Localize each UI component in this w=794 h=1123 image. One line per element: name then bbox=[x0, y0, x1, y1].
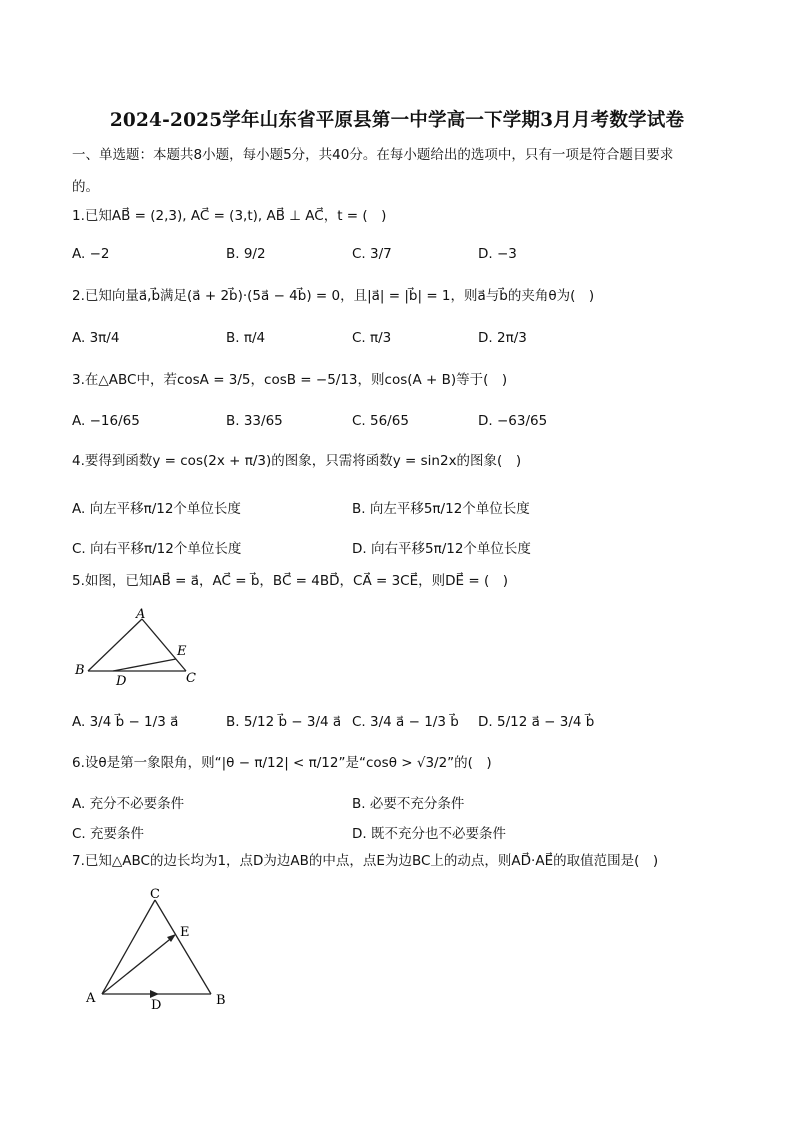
q1-option-d: D. −3 bbox=[478, 246, 517, 262]
q5-option-c: C. 3/4 a⃗ − 1/3 b⃗ bbox=[352, 714, 459, 730]
label-b: B bbox=[216, 993, 226, 1008]
q5-option-d: D. 5/12 a⃗ − 3/4 b⃗ bbox=[478, 714, 595, 730]
q3-option-d: D. −63/65 bbox=[478, 413, 548, 429]
q2-option-d: D. 2π/3 bbox=[478, 330, 527, 346]
q4-option-c: C. 向右平移π/12个单位长度 bbox=[72, 541, 242, 557]
q5-option-b: B. 5/12 b⃗ − 3/4 a⃗ bbox=[226, 714, 342, 730]
label-b: B bbox=[75, 663, 85, 678]
q1-option-b: B. 9/2 bbox=[226, 246, 266, 262]
vector-ae bbox=[102, 936, 174, 994]
segment-de bbox=[113, 659, 176, 671]
q6-option-b: B. 必要不充分条件 bbox=[352, 796, 465, 812]
label-a: A bbox=[136, 607, 146, 622]
q6-option-d: D. 既不充分也不必要条件 bbox=[352, 826, 506, 842]
q4-option-b: B. 向左平移5π/12个单位长度 bbox=[352, 501, 530, 517]
side-cb bbox=[155, 900, 211, 994]
q5-option-a: A. 3/4 b⃗ − 1/3 a⃗ bbox=[72, 714, 179, 730]
q2-option-a: A. 3π/4 bbox=[72, 330, 120, 346]
q6-option-a: A. 充分不必要条件 bbox=[72, 796, 185, 812]
q6-option-c: C. 充要条件 bbox=[72, 826, 145, 842]
section-heading-line2: 的。 bbox=[72, 179, 99, 195]
question-7-stem: 7.已知△ABC的边长均为1，点D为边AB的中点，点E为边BC上的动点，则AD⃗·AE⃗的取值范围是( ) bbox=[72, 853, 659, 869]
question-6-stem: 6.设θ是第一象限角，则“|θ − π/12| < π/12”是“cosθ > √3/2”的( ) bbox=[72, 755, 492, 771]
q3-option-a: A. −16/65 bbox=[72, 413, 140, 429]
q3-option-b: B. 33/65 bbox=[226, 413, 283, 429]
label-e: E bbox=[177, 644, 187, 659]
section-heading-line1: 一、单选题：本题共8小题，每小题5分，共40分。在每小题给出的选项中，只有一项是符合题目要求 bbox=[72, 147, 674, 163]
triangle-figure-q5 bbox=[68, 602, 208, 692]
side-ca bbox=[102, 900, 155, 994]
triangle-figure-q7 bbox=[80, 880, 240, 1015]
question-2-stem: 2.已知向量a⃗,b⃗满足(a⃗ + 2b⃗)·(5a⃗ − 4b⃗) = 0，且|a⃗| = |b⃗| = 1，则a⃗与b⃗的夹角θ为( ) bbox=[72, 288, 595, 304]
q4-option-a: A. 向左平移π/12个单位长度 bbox=[72, 501, 241, 517]
label-e: E bbox=[180, 925, 190, 940]
q1-option-c: C. 3/7 bbox=[352, 246, 392, 262]
label-d: D bbox=[151, 998, 162, 1013]
label-c: C bbox=[150, 887, 160, 902]
side-ab bbox=[88, 619, 142, 671]
label-d: D bbox=[116, 674, 127, 689]
page-title: 2024-2025学年山东省平原县第一中学高一下学期3月月考数学试卷 bbox=[109, 110, 685, 131]
q1-option-a: A. −2 bbox=[72, 246, 110, 262]
q3-option-c: C. 56/65 bbox=[352, 413, 409, 429]
question-5-stem: 5.如图，已知AB⃗ = a⃗，AC⃗ = b⃗，BC⃗ = 4BD⃗，CA⃗ = 3CE⃗，则DE⃗ = ( ) bbox=[72, 573, 508, 589]
q4-option-d: D. 向右平移5π/12个单位长度 bbox=[352, 541, 531, 557]
q2-option-c: C. π/3 bbox=[352, 330, 392, 346]
question-4-stem: 4.要得到函数y = cos(2x + π/3)的图象，只需将函数y = sin2x的图象( ) bbox=[72, 453, 522, 469]
question-3-stem: 3.在△ABC中，若cosA = 3/5，cosB = −5/13，则cos(A + B)等于( ) bbox=[72, 372, 508, 388]
question-1-stem: 1.已知AB⃗ = (2,3), AC⃗ = (3,t), AB⃗ ⊥ AC⃗，t = ( ) bbox=[72, 208, 387, 224]
label-a: A bbox=[86, 991, 96, 1006]
label-c: C bbox=[186, 671, 196, 686]
arrowhead-d bbox=[150, 990, 159, 998]
q2-option-b: B. π/4 bbox=[226, 330, 266, 346]
